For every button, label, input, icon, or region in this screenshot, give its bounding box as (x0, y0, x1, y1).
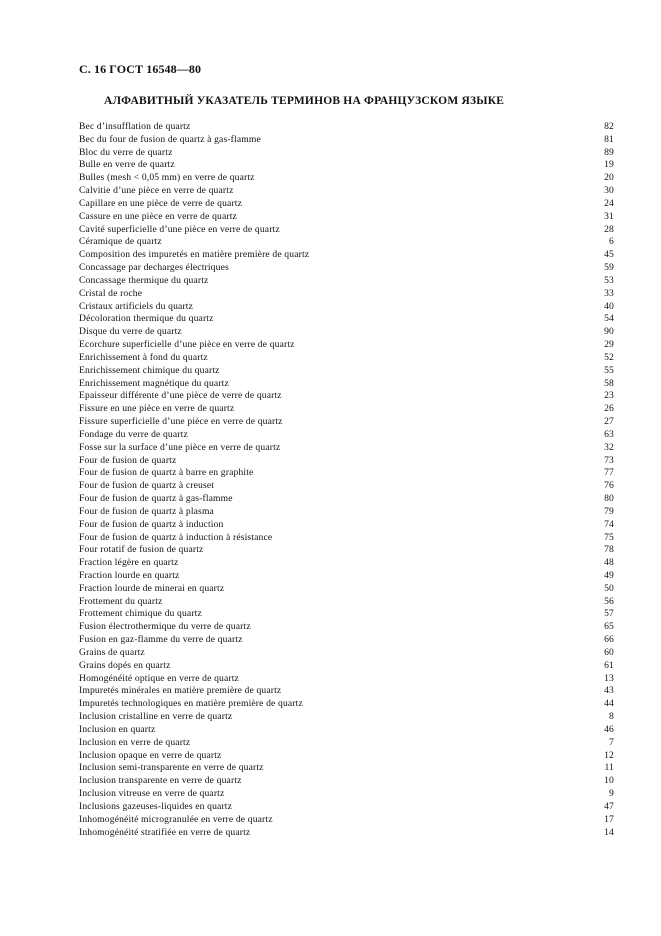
index-term: Inhomogénéité microgranulée en verre de quartz (79, 813, 273, 825)
index-page-number: 17 (604, 813, 614, 825)
index-page-number: 57 (604, 608, 614, 620)
index-term: Enrichissement magnétique du quartz (79, 377, 229, 389)
index-page-number: 10 (604, 775, 614, 787)
index-entry (79, 660, 614, 673)
index-page-number: 75 (604, 531, 614, 543)
index-page-number: 26 (604, 403, 614, 415)
index-page-number: 44 (604, 698, 614, 710)
index-term: Fusion en gaz-flamme du verre de quartz (79, 634, 243, 646)
index-entry (79, 403, 614, 416)
index-entry (79, 288, 614, 301)
index-entry (79, 596, 614, 609)
index-page-number: 80 (604, 493, 614, 505)
index-term: Four de fusion de quartz à creuset (79, 480, 215, 492)
index-term: Inclusion semi-transparente en verre de quartz (79, 762, 264, 774)
index-term: Ecorchure superficielle d’une pièce en verre de quartz (79, 339, 295, 351)
index-entry (79, 762, 614, 775)
index-entry (79, 724, 614, 737)
index-entry (79, 172, 614, 185)
index-page-number: 40 (604, 300, 614, 312)
index-page-number: 61 (604, 659, 614, 671)
index-entry (79, 673, 614, 686)
index-page-number: 46 (604, 723, 614, 735)
index-term: Frottement chimique du quartz (79, 608, 202, 620)
index-term: Fraction lourde en quartz (79, 569, 180, 581)
index-page-number: 52 (604, 351, 614, 363)
index-entry (79, 557, 614, 570)
index-page-number: 13 (604, 672, 614, 684)
index-term: Four rotatif de fusion de quartz (79, 544, 204, 556)
index-page-number: 24 (604, 197, 614, 209)
index-entry (79, 313, 614, 326)
index-term: Fusion électrothermique du verre de quartz (79, 621, 251, 633)
index-term: Grains de quartz (79, 646, 145, 658)
index-page-number: 74 (604, 518, 614, 530)
index-term: Cristaux artificiels du quartz (79, 300, 193, 312)
index-term: Céramique de quartz (79, 236, 162, 248)
index-term: Décoloration thermique du quartz (79, 313, 214, 325)
index-page-number: 56 (604, 595, 614, 607)
index-entry (79, 621, 614, 634)
index-term: Cavité superficielle d’une pièce en verre de quartz (79, 223, 280, 235)
index-page-number: 78 (604, 544, 614, 556)
index-page-number: 49 (604, 569, 614, 581)
index-entry (79, 147, 614, 160)
index-term: Inhomogénéité stratifiée en verre de quartz (79, 826, 251, 838)
index-term: Capillare en une pièce de verre de quartz (79, 197, 243, 209)
index-entry (79, 583, 614, 596)
index-entry (79, 416, 614, 429)
index-term: Fosse sur la surface d’une pièce en verre de quartz (79, 441, 281, 453)
index-page-number: 73 (604, 454, 614, 466)
index-page-number: 29 (604, 339, 614, 351)
index-term: Fondage du verre de quartz (79, 428, 188, 440)
index-term: Disque du verre de quartz (79, 326, 182, 338)
index-page-number: 33 (604, 287, 614, 299)
index-page-number: 48 (604, 557, 614, 569)
term-index-list (79, 121, 614, 839)
index-term: Four de fusion de quartz à gas-flamme (79, 493, 233, 505)
index-page-number: 81 (604, 133, 614, 145)
index-term: Cristal de roche (79, 287, 143, 299)
index-entry (79, 121, 614, 134)
index-term: Four de fusion de quartz à plasma (79, 505, 214, 517)
index-term: Inclusion cristalline en verre de quartz (79, 711, 233, 723)
page-title: АЛФАВИТНЫЙ УКАЗАТЕЛЬ ТЕРМИНОВ НА ФРАНЦУЗСКОМ ЯЗЫКЕ (104, 95, 505, 107)
index-term: Bulle en verre de quartz (79, 159, 175, 171)
index-term: Four de fusion de quartz à induction à résistance (79, 531, 273, 543)
index-entry (79, 275, 614, 288)
index-entry (79, 506, 614, 519)
index-entry (79, 532, 614, 545)
index-entry (79, 378, 614, 391)
index-entry (79, 211, 614, 224)
index-entry (79, 801, 614, 814)
index-term: Inclusion opaque en verre de quartz (79, 749, 222, 761)
index-entry (79, 249, 614, 262)
index-page-number: 58 (604, 377, 614, 389)
index-page-number: 27 (604, 416, 614, 428)
index-term: Homogénéité optique en verre de quartz (79, 672, 239, 684)
index-entry (79, 711, 614, 724)
index-term: Concassage thermique du quartz (79, 274, 209, 286)
index-term: Impuretés technologiques en matière première de quartz (79, 698, 303, 710)
index-entry (79, 519, 614, 532)
index-entry (79, 455, 614, 468)
index-page-number: 90 (604, 326, 614, 338)
index-page-number: 30 (604, 185, 614, 197)
index-page-number: 47 (604, 800, 614, 812)
index-entry (79, 467, 614, 480)
index-page-number: 65 (604, 621, 614, 633)
index-entry (79, 236, 614, 249)
index-term: Impuretés minérales en matière première de quartz (79, 685, 282, 697)
index-page-number: 53 (604, 274, 614, 286)
index-term: Grains dopés en quartz (79, 659, 171, 671)
index-entry (79, 198, 614, 211)
index-term: Inclusion en quartz (79, 723, 156, 735)
index-term: Bloc du verre de quartz (79, 146, 173, 158)
index-entry (79, 814, 614, 827)
index-term: Calvitie d’une pièce en verre de quartz (79, 185, 234, 197)
index-page-number: 31 (604, 210, 614, 222)
index-term: Bec du four de fusion de quartz à gas-flamme (79, 133, 261, 145)
index-entry (79, 159, 614, 172)
index-entry (79, 429, 614, 442)
index-entry (79, 737, 614, 750)
index-term: Inclusion vitreuse en verre de quartz (79, 788, 225, 800)
index-entry (79, 493, 614, 506)
index-term: Fissure superficielle d’une pièce en verre de quartz (79, 416, 283, 428)
index-page-number: 28 (604, 223, 614, 235)
index-term: Enrichissement chimique du quartz (79, 364, 220, 376)
index-entry (79, 326, 614, 339)
index-entry (79, 634, 614, 647)
index-term: Fraction légère en quartz (79, 557, 179, 569)
index-page-number: 7 (609, 736, 614, 748)
index-entry (79, 570, 614, 583)
index-entry (79, 262, 614, 275)
index-page-number: 79 (604, 505, 614, 517)
index-entry (79, 544, 614, 557)
index-entry (79, 185, 614, 198)
index-entry (79, 775, 614, 788)
index-entry (79, 685, 614, 698)
index-term: Enrichissement à fond du quartz (79, 351, 208, 363)
index-entry (79, 442, 614, 455)
index-term: Inclusion en verre de quartz (79, 736, 191, 748)
index-entry (79, 339, 614, 352)
index-term: Inclusion transparente en verre de quartz (79, 775, 242, 787)
index-page-number: 23 (604, 390, 614, 402)
index-entry (79, 827, 614, 840)
index-page-number: 77 (604, 467, 614, 479)
index-page-number: 60 (604, 646, 614, 658)
index-entry (79, 134, 614, 147)
index-term: Concassage par decharges électriques (79, 262, 229, 274)
index-page-number: 12 (604, 749, 614, 761)
index-page-number: 63 (604, 428, 614, 440)
index-term: Composition des impuretés en matière première de quartz (79, 249, 310, 261)
index-page-number: 8 (609, 711, 614, 723)
index-term: Inclusions gazeuses-liquides en quartz (79, 800, 233, 812)
index-entry (79, 301, 614, 314)
index-term: Fraction lourde de minerai en quartz (79, 582, 225, 594)
index-page-number: 6 (609, 236, 614, 248)
index-term: Bulles (mesh < 0,05 mm) en verre de quartz (79, 172, 255, 184)
index-term: Cassure en une pièce en verre de quartz (79, 210, 237, 222)
index-page-number: 19 (604, 159, 614, 171)
index-page-number: 20 (604, 172, 614, 184)
index-page-number: 45 (604, 249, 614, 261)
index-term: Bec d’insufflation de quartz (79, 121, 191, 132)
index-entry (79, 647, 614, 660)
index-page-number: 55 (604, 364, 614, 376)
index-entry (79, 750, 614, 763)
index-page-number: 82 (604, 121, 614, 132)
index-entry (79, 352, 614, 365)
index-page-number: 89 (604, 146, 614, 158)
index-term: Fissure en une pièce en verre de quartz (79, 403, 235, 415)
index-page-number: 54 (604, 313, 614, 325)
index-page-number: 11 (604, 762, 614, 774)
index-term: Four de fusion de quartz à induction (79, 518, 224, 530)
index-term: Four de fusion de quartz à barre en graphite (79, 467, 254, 479)
index-entry (79, 365, 614, 378)
index-term: Frottement du quartz (79, 595, 163, 607)
index-page-number: 59 (604, 262, 614, 274)
index-entry (79, 390, 614, 403)
index-page-number: 32 (604, 441, 614, 453)
index-page-number: 43 (604, 685, 614, 697)
index-term: Four de fusion de quartz (79, 454, 177, 466)
page-header: С. 16 ГОСТ 16548—80 (79, 62, 202, 76)
index-entry (79, 698, 614, 711)
index-entry (79, 480, 614, 493)
index-term: Epaisseur différente d’une pièce de verre de quartz (79, 390, 282, 402)
index-entry (79, 608, 614, 621)
index-entry (79, 224, 614, 237)
index-page-number: 14 (604, 826, 614, 838)
index-page-number: 66 (604, 634, 614, 646)
index-page-number: 9 (609, 788, 614, 800)
index-page-number: 50 (604, 582, 614, 594)
index-page-number: 76 (604, 480, 614, 492)
index-entry (79, 788, 614, 801)
